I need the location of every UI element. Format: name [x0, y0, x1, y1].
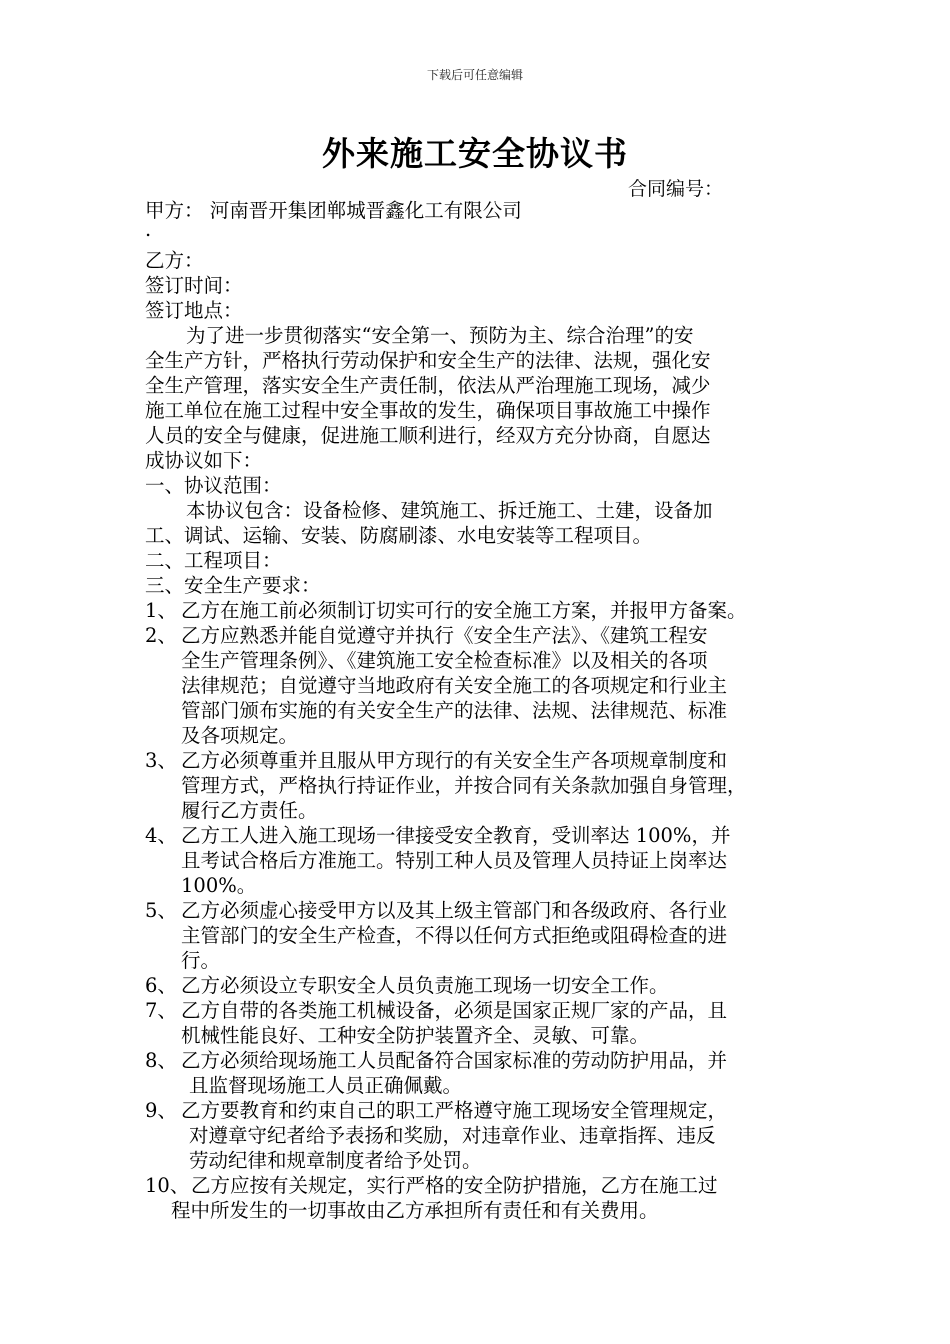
item-number: 1、 — [145, 599, 177, 622]
item-line: 主管部门的安全生产检查，不得以任何方式拒绝或阻碍检查的进 — [181, 924, 728, 947]
intro-paragraph — [145, 323, 825, 473]
item-number: 6、 — [145, 974, 177, 997]
item-line: 且监督现场施工人员正确佩戴。 — [189, 1074, 463, 1097]
item-line: 履行乙方责任。 — [181, 799, 318, 822]
section-2-title: 二、工程项目： — [145, 549, 282, 572]
item-line: 管部门颁布实施的有关安全生产的法律、法规、法律规范、标准 — [181, 699, 728, 722]
sign-place-line: 签订地点： — [145, 299, 243, 322]
item-line: 乙方必须给现场施工人员配备符合国家标准的劳动防护用品，并 — [181, 1049, 728, 1072]
item-line: 行。 — [181, 949, 221, 972]
list-item — [145, 998, 825, 1048]
list-item — [145, 973, 825, 998]
intro-line: 成协议如下： — [145, 449, 263, 472]
stray-dot: . — [145, 218, 152, 241]
item-number: 8、 — [145, 1049, 177, 1072]
item-line: 乙方应按有关规定，实行严格的安全防护措施，乙方在施工过 — [191, 1174, 718, 1197]
scope-line: 工、调试、运输、安装、防腐刷漆、水电安装等工程项目。 — [145, 524, 653, 547]
section-3-title: 三、安全生产要求： — [145, 574, 321, 597]
contract-number-label: 合同编号： — [628, 178, 724, 200]
sign-time-line: 签订时间： — [145, 274, 243, 297]
item-line: 乙方工人进入施工现场一律接受安全教育，受训率达 100%，并 — [181, 824, 731, 847]
item-line: 乙方要教育和约束自己的职工严格遵守施工现场安全管理规定， — [181, 1099, 728, 1122]
list-item — [145, 823, 825, 898]
item-line: 乙方必须虚心接受甲方以及其上级主管部门和各级政府、各行业 — [181, 899, 728, 922]
item-line: 乙方自带的各类施工机械设备，必须是国家正规厂家的产品，且 — [181, 999, 728, 1022]
item-line: 且考试合格后方准施工。特别工种人员及管理人员持证上岗率达 — [181, 849, 728, 872]
list-item — [145, 1098, 825, 1173]
list-item — [145, 1048, 825, 1098]
scope-line: 本协议包含：设备检修、建筑施工、拆迁施工、土建，设备加 — [186, 499, 713, 522]
item-line: 100%。 — [181, 874, 257, 897]
item-line: 乙方应熟悉并能自觉遵守并执行《安全生产法》、《建筑工程安 — [181, 624, 708, 647]
requirements-list — [145, 598, 825, 1223]
item-number: 7、 — [145, 999, 177, 1022]
list-item — [145, 623, 825, 748]
intro-line: 为了进一步贯彻落实“安全第一、预防为主、综合治理”的安 — [186, 324, 694, 347]
section-1-title: 一、协议范围： — [145, 474, 282, 497]
item-number: 2、 — [145, 624, 177, 647]
document-title: 外来施工安全协议书 — [322, 134, 628, 173]
item-line: 乙方必须尊重并且服从甲方现行的有关安全生产各项规章制度和 — [181, 749, 728, 772]
document-body — [145, 198, 825, 1223]
item-line: 乙方在施工前必须制订切实可行的安全施工方案，并报甲方备案。 — [181, 599, 747, 622]
item-number: 3、 — [145, 749, 177, 772]
item-line: 程中所发生的一切事故由乙方承担所有责任和有关费用。 — [171, 1199, 659, 1222]
header-note: 下载后可任意编辑 — [426, 68, 523, 82]
list-item — [145, 748, 825, 823]
item-number: 4、 — [145, 824, 177, 847]
intro-line: 施工单位在施工过程中安全事故的发生，确保项目事故施工中操作 — [145, 399, 711, 422]
item-number: 5、 — [145, 899, 177, 922]
list-item — [145, 1173, 825, 1223]
item-line: 管理方式，严格执行持证作业，并按合同有关条款加强自身管理， — [181, 774, 747, 797]
party-b-line: 乙方： — [145, 249, 204, 272]
item-line: 对遵章守纪者给予表扬和奖励，对违章作业、违章指挥、违反 — [189, 1124, 716, 1147]
intro-line: 全生产方针，严格执行劳动保护和安全生产的法律、法规，强化安 — [145, 349, 711, 372]
item-line: 全生产管理条例》、《建筑施工安全检查标准》以及相关的各项 — [181, 649, 708, 672]
item-line: 乙方必须设立专职安全人员负责施工现场一切安全工作。 — [181, 974, 669, 997]
party-a-line: 甲方： 河南晋开集团郸城晋鑫化工有限公司 — [145, 199, 522, 222]
item-line: 劳动纪律和规章制度者给予处罚。 — [189, 1149, 482, 1172]
intro-line: 人员的安全与健康，促进施工顺利进行，经双方充分协商，自愿达 — [145, 424, 711, 447]
item-line: 及各项规定。 — [181, 724, 299, 747]
item-line: 机械性能良好、工种安全防护装置齐全、灵敏、可靠。 — [181, 1024, 650, 1047]
item-line: 法律规范；自觉遵守当地政府有关安全施工的各项规定和行业主 — [181, 674, 728, 697]
list-item — [145, 598, 825, 623]
intro-line: 全生产管理，落实安全生产责任制，依法从严治理施工现场，减少 — [145, 374, 711, 397]
list-item — [145, 898, 825, 973]
item-number: 9、 — [145, 1099, 177, 1122]
item-number: 10、 — [145, 1174, 190, 1197]
